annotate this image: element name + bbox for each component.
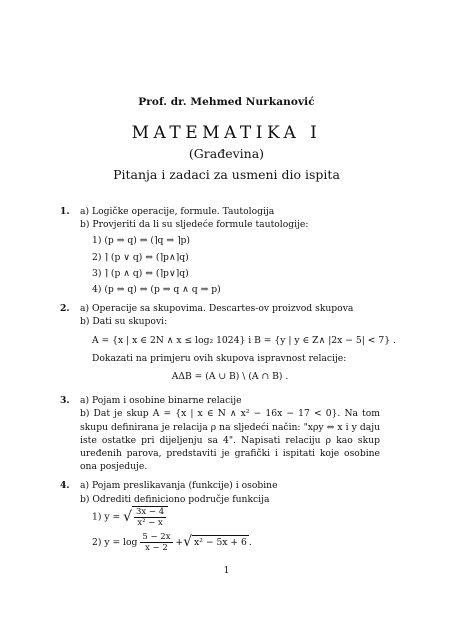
sqrt-icon: √ (123, 508, 133, 525)
document-subtitle: (Građevina) (188, 146, 265, 161)
question-2 (60, 302, 396, 388)
function-1-fraction (134, 507, 166, 528)
function-2-plus: + (175, 536, 184, 548)
formula-item: 3) ⌉ (p ∧ q) ⇔ (⌉p∨⌉q) (92, 267, 189, 279)
question-part-b: b) Odrediti definiciono područje funkcija (80, 493, 270, 505)
function-1-prefix: 1) y = (92, 511, 124, 523)
question-part-b: b) Dati su skupovi: (80, 316, 168, 328)
function-1-denominator: x² − x (137, 517, 163, 528)
document-title: MATEMATIKA I (131, 123, 322, 143)
question-list (60, 205, 396, 564)
question-4 (60, 479, 380, 557)
prove-instruction: Dokazati na primjeru ovih skupova ispravnost relacije: (92, 352, 347, 364)
question-number: 3. (60, 395, 70, 407)
function-2-root: x² − 5x + 6 (194, 537, 247, 549)
set-relation: AΔB = (A ∪ B) \ (A ∩ B) . (171, 371, 289, 383)
function-2-denominator: x − 2 (145, 542, 168, 553)
page-number: 1 (223, 566, 230, 576)
question-part-a: a) Operacije sa skupovima. Descartes-ov proizvod skupova (80, 303, 354, 315)
question-part-a: a) Pojam i osobine binarne relacije (80, 395, 242, 407)
formula-item: 4) (p ⇔ q) ⇔ (p ⇒ q ∧ q ⇒ p) (92, 284, 221, 296)
question-part-b: b) Provjeriti da li su sljedeće formule tautologije: (80, 219, 309, 231)
set-definitions: A = {x | x ∈ 2N ∧ x ≤ log₂ 1024} i B = {y | y ∈ Z∧ |2x − 5| < 7} . (92, 334, 396, 346)
question-part-a: a) Pojam preslikavanja (funkcije) i osobine (80, 480, 278, 492)
question-number: 1. (60, 206, 70, 217)
function-2-numerator: 5 − 2x (142, 531, 171, 542)
author-name: Prof. dr. Mehmed Nurkanović (138, 96, 315, 108)
question-number: 4. (60, 480, 70, 492)
question-number: 2. (60, 303, 70, 315)
function-2-end: . (248, 536, 252, 548)
function-2-fraction (140, 532, 172, 553)
function-1-numerator: 3x − 4 (136, 506, 165, 517)
question-1 (60, 205, 380, 296)
formula-item: 2) ⌉ (p ∨ q) ⇔ (⌉p∧⌉q) (92, 251, 189, 263)
function-1-root (132, 506, 168, 528)
sqrt-icon: √ (183, 534, 193, 551)
formula-item: 1) (p ⇒ q) ⇔ (⌉q ⇒ ⌉p) (92, 235, 190, 247)
question-part-b: b) Dat je skup A = {x | x ∈ N ∧ x² − 16x − 17 < 0}. Na tom skupu definirana je relacija ρ na sljedeći način: "xρy ⇔ x i y daju iste ostatke pri dijeljenju sa 4". Napisati relaciju ρ kao skup uređenih parova, predstaviti je grafički i ispitati koje osobine ona posjeduje. (80, 408, 380, 473)
function-2-prefix: 2) y = log (92, 536, 138, 548)
function-2 (92, 532, 380, 558)
question-3 (60, 394, 380, 473)
question-part-a: a) Logičke operacije, formule. Tautologija (80, 206, 275, 217)
document-description: Pitanja i zadaci za usmeni dio ispita (113, 167, 340, 182)
function-1 (92, 506, 380, 532)
